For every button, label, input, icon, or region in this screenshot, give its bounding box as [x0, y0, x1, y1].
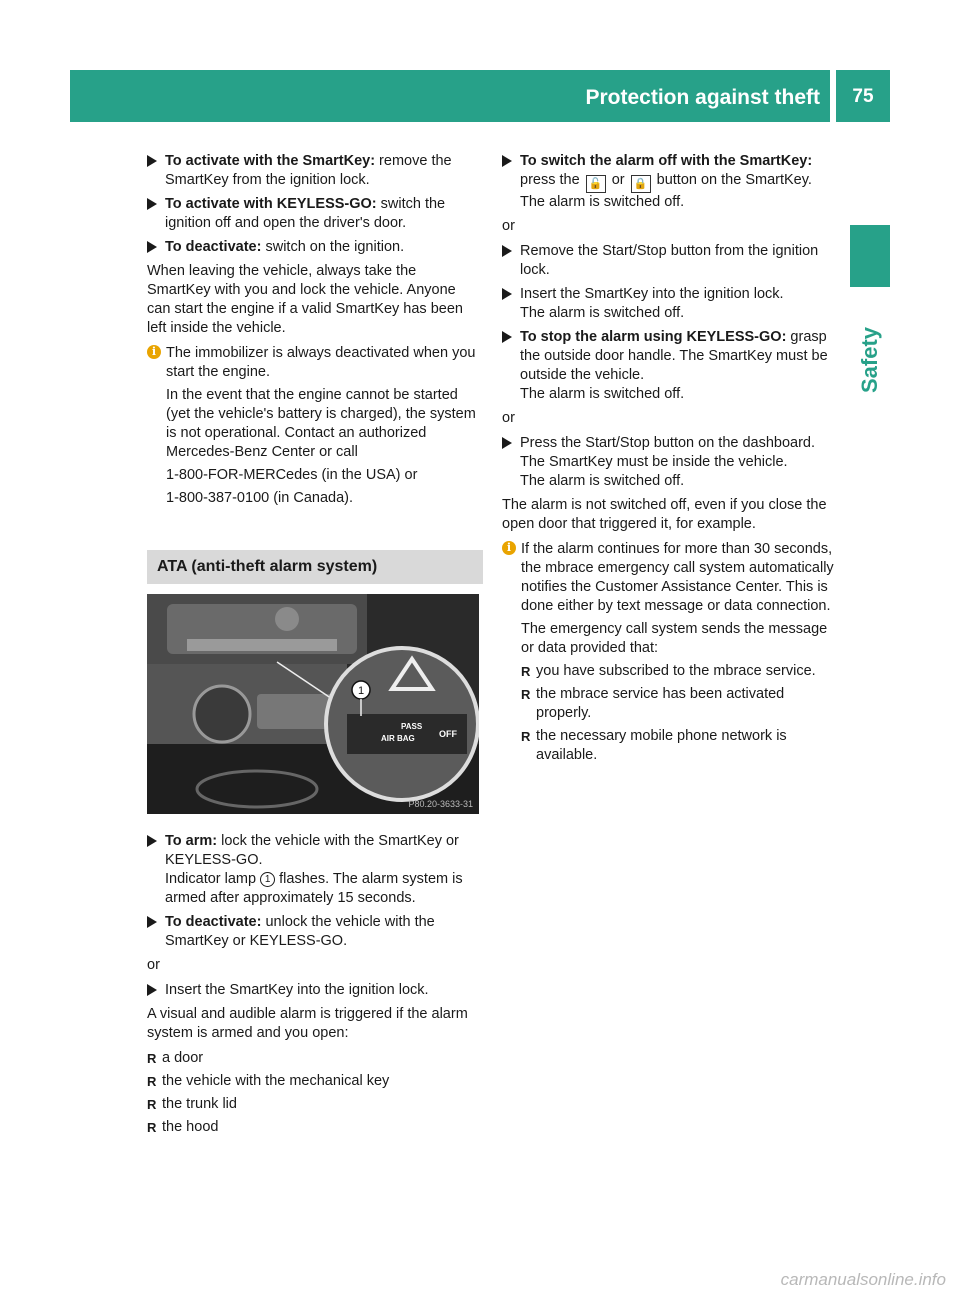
bullet-icon: R — [147, 1097, 157, 1112]
dashboard-illustration — [147, 594, 479, 814]
left-column — [147, 152, 483, 1141]
bullet-icon: R — [521, 664, 531, 679]
step-stop-keyless: To stop the alarm using KEYLESS-GO: grasp the outside door handle. The SmartKey must be outside the vehicle. The alarm is switched off. — [502, 328, 837, 404]
info-icon: i — [502, 541, 516, 555]
list-item: R the vehicle with the mechanical key — [147, 1073, 390, 1089]
unlock-icon: 🔓 — [586, 175, 606, 193]
step-arrow-icon — [147, 155, 157, 167]
or-text: or — [502, 218, 515, 234]
list-item: R the mbrace service has been activated properly. — [521, 686, 785, 721]
watermark: carmanualsonline.info — [780, 1270, 946, 1289]
step-arrow-icon — [502, 331, 512, 343]
step-activate-keyless: To activate with KEYLESS-GO: switch the ignition off and open the driver's door. — [147, 195, 483, 233]
side-tab-marker — [850, 225, 890, 287]
list-item: R the hood — [147, 1119, 219, 1135]
bullet-icon: R — [521, 729, 531, 744]
bullet-icon: R — [147, 1051, 157, 1066]
step-activate-smartkey: To activate with the SmartKey: remove the SmartKey from the ignition lock. — [147, 152, 483, 190]
right-column — [502, 152, 837, 769]
svg-text:1: 1 — [357, 685, 365, 697]
info-icon: i — [147, 345, 161, 359]
list-item: R the necessary mobile phone network is available. — [521, 728, 787, 763]
bullet-icon: R — [521, 687, 531, 702]
or-text: or — [502, 410, 515, 426]
paragraph-leaving-vehicle: When leaving the vehicle, always take the SmartKey with you and lock the vehicle. Anyone can start the engine if a valid SmartKey has been left inside the vehicle. — [147, 263, 463, 336]
step-arrow-icon — [147, 835, 157, 847]
step-arrow-icon — [147, 198, 157, 210]
step-arrow-icon — [147, 241, 157, 253]
step-arrow-icon — [502, 288, 512, 300]
step-deactivate-alarm: To deactivate: unlock the vehicle with the SmartKey or KEYLESS-GO. — [147, 913, 483, 951]
paragraph-not-switched-off: The alarm is not switched off, even if you close the open door that triggered it, for example. — [502, 497, 827, 532]
step-arrow-icon — [502, 245, 512, 257]
info-note-mbrace: i If the alarm continues for more than 30 seconds, the mbrace emergency call system automatically notifies the Customer Assistance Center. This is done either by text message or data connection. The emergency call system sends the message or data provided that: R you have subscribed to the mbrace service. R the mbrace service has been activated properly. R the necessary mobile phone network is available. — [502, 540, 837, 765]
info-note-immobilizer: i The immobilizer is always deactivated when you start the engine. In the event that the engine cannot be started (yet the vehicle's battery is charged), the system is not operational. Contact an authorized Mercedes-Benz Center or call 1-800-FOR-MERCedes (in the USA) or 1-800-387-0100 (in Canada). — [147, 344, 483, 508]
step-insert-smartkey-right: Insert the SmartKey into the ignition lock. The alarm is switched off. — [502, 285, 837, 323]
bullet-icon: R — [147, 1120, 157, 1135]
step-arrow-icon — [147, 984, 157, 996]
bullet-icon: R — [147, 1074, 157, 1089]
section-heading-ata: ATA (anti-theft alarm system) — [147, 550, 483, 584]
step-arrow-icon — [502, 155, 512, 167]
step-arrow-icon — [147, 916, 157, 928]
step-insert-smartkey: Insert the SmartKey into the ignition lock. — [147, 981, 483, 1000]
step-press-start-stop: Press the Start/Stop button on the dashboard. The SmartKey must be inside the vehicle. The alarm is switched off. — [502, 434, 837, 491]
svg-text:OFF: OFF — [439, 729, 457, 739]
list-item: R a door — [147, 1050, 204, 1066]
page-number: 75 — [852, 86, 874, 107]
side-section-label: Safety — [857, 326, 882, 394]
svg-text:P80.20-3633-31: P80.20-3633-31 — [408, 799, 473, 809]
svg-text:PASS: PASS — [401, 722, 423, 731]
step-switch-off-smartkey: To switch the alarm off with the SmartKey: press the 🔓 or 🔒 button on the SmartKey. The alarm is switched off. — [502, 152, 837, 212]
svg-text:AIR BAG: AIR BAG — [381, 734, 415, 743]
or-text: or — [147, 957, 160, 973]
dashboard-illustration-image — [147, 594, 479, 814]
step-remove-start-stop: Remove the Start/Stop button from the ignition lock. — [502, 242, 837, 280]
paragraph-alarm-triggered: A visual and audible alarm is triggered if the alarm system is armed and you open: — [147, 1006, 468, 1041]
step-arm: To arm: lock the vehicle with the SmartKey or KEYLESS-GO. Indicator lamp 1 flashes. The alarm system is armed after approximately 15 seconds. — [147, 832, 483, 908]
callout-1-icon: 1 — [260, 872, 275, 887]
list-item: R the trunk lid — [147, 1096, 237, 1112]
lock-icon: 🔒 — [631, 175, 651, 193]
step-arrow-icon — [502, 437, 512, 449]
step-deactivate: To deactivate: switch on the ignition. — [147, 238, 483, 257]
page-title: Protection against theft — [585, 86, 820, 109]
list-item: R you have subscribed to the mbrace service. — [521, 663, 816, 679]
